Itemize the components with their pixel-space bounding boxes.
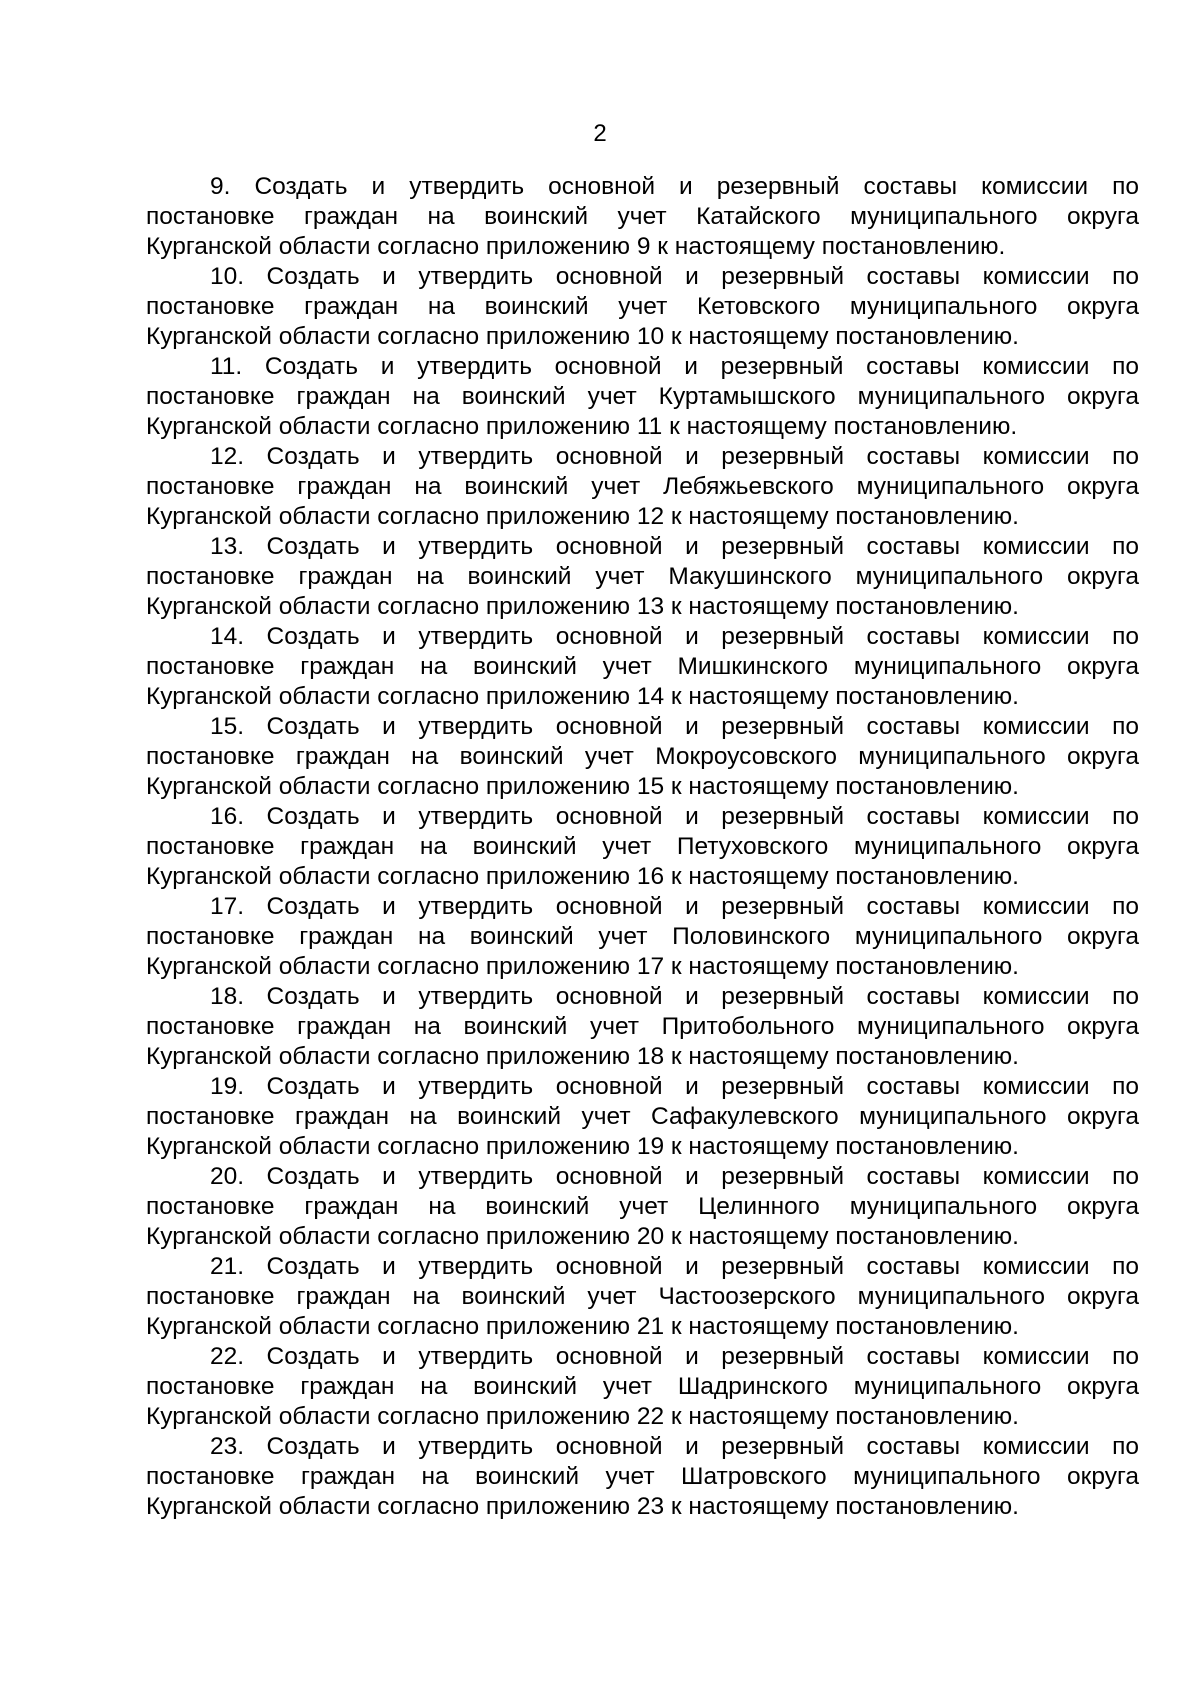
paragraph-line: Курганской области согласно приложению 18 к настоящему постановлению. [146,1043,1019,1070]
clause-paragraph [146,1162,1139,1252]
paragraph-line: постановке граждан на воинский учет Целинного муниципального округа [146,1193,1139,1220]
paragraph-line: 11. Создать и утвердить основной и резервный составы комиссии по [210,353,1139,380]
paragraph-line: постановке граждан на воинский учет Мишкинского муниципального округа [146,653,1139,680]
paragraph-line: постановке граждан на воинский учет Лебяжьевского муниципального округа [146,473,1139,500]
paragraph-line: Курганской области согласно приложению 13 к настоящему постановлению. [146,593,1019,620]
paragraph-line: 13. Создать и утвердить основной и резервный составы комиссии по [210,533,1139,560]
paragraph-line: Курганской области согласно приложению 19 к настоящему постановлению. [146,1133,1019,1160]
clause-paragraph [146,262,1139,352]
paragraph-line: 19. Создать и утвердить основной и резервный составы комиссии по [210,1073,1139,1100]
paragraph-line: Курганской области согласно приложению 22 к настоящему постановлению. [146,1403,1019,1430]
paragraph-line: Курганской области согласно приложению 10 к настоящему постановлению. [146,323,1019,350]
paragraph-line: Курганской области согласно приложению 23 к настоящему постановлению. [146,1493,1019,1520]
clause-paragraph [146,1072,1139,1162]
paragraph-line: Курганской области согласно приложению 11 к настоящему постановлению. [146,413,1018,440]
paragraph-line: Курганской области согласно приложению 9 к настоящему постановлению. [146,233,1006,260]
paragraph-line: постановке граждан на воинский учет Мокроусовского муниципального округа [146,743,1139,770]
paragraph-line: постановке граждан на воинский учет Половинского муниципального округа [146,923,1139,950]
paragraph-line: 16. Создать и утвердить основной и резервный составы комиссии по [210,803,1139,830]
clause-paragraph [146,172,1139,262]
paragraph-line: 23. Создать и утвердить основной и резервный составы комиссии по [210,1433,1139,1460]
paragraph-line: 10. Создать и утвердить основной и резервный составы комиссии по [210,263,1139,290]
paragraph-line: 12. Создать и утвердить основной и резервный составы комиссии по [210,443,1139,470]
paragraph-line: постановке граждан на воинский учет Катайского муниципального округа [146,203,1139,230]
paragraph-line: постановке граждан на воинский учет Петуховского муниципального округа [146,833,1139,860]
paragraph-line: Курганской области согласно приложению 14 к настоящему постановлению. [146,683,1019,710]
clause-paragraph [146,1342,1139,1432]
paragraph-line: 18. Создать и утвердить основной и резервный составы комиссии по [210,983,1139,1010]
clause-paragraph [146,982,1139,1072]
paragraph-line: постановке граждан на воинский учет Сафакулевского муниципального округа [146,1103,1139,1130]
clause-paragraph [146,1432,1139,1522]
paragraph-line: постановке граждан на воинский учет Шадринского муниципального округа [146,1373,1139,1400]
paragraph-line: постановке граждан на воинский учет Куртамышского муниципального округа [146,383,1139,410]
clause-paragraph [146,802,1139,892]
paragraph-line: 20. Создать и утвердить основной и резервный составы комиссии по [210,1163,1139,1190]
clause-paragraph [146,352,1139,442]
paragraph-line: постановке граждан на воинский учет Макушинского муниципального округа [146,563,1139,590]
paragraph-line: Курганской области согласно приложению 15 к настоящему постановлению. [146,773,1019,800]
paragraph-line: Курганской области согласно приложению 17 к настоящему постановлению. [146,953,1019,980]
paragraph-line: Курганской области согласно приложению 20 к настоящему постановлению. [146,1223,1019,1250]
paragraph-line: 17. Создать и утвердить основной и резервный составы комиссии по [210,893,1139,920]
paragraph-line: Курганской области согласно приложению 12 к настоящему постановлению. [146,503,1019,530]
paragraph-line: Курганской области согласно приложению 21 к настоящему постановлению. [146,1313,1019,1340]
clause-paragraph [146,712,1139,802]
paragraph-line: 21. Создать и утвердить основной и резервный составы комиссии по [210,1253,1139,1280]
paragraph-line: 22. Создать и утвердить основной и резервный составы комиссии по [210,1343,1139,1370]
paragraph-line: постановке граждан на воинский учет Шатровского муниципального округа [146,1463,1139,1490]
page-number: 2 [593,120,607,147]
clause-paragraph [146,442,1139,532]
clause-paragraph [146,532,1139,622]
paragraph-line: постановке граждан на воинский учет Кетовского муниципального округа [146,293,1139,320]
paragraph-line: постановке граждан на воинский учет Притобольного муниципального округа [146,1013,1139,1040]
clause-paragraph [146,622,1139,712]
clause-paragraph [146,892,1139,982]
clause-paragraph [146,1252,1139,1342]
paragraph-line: 14. Создать и утвердить основной и резервный составы комиссии по [210,623,1139,650]
paragraph-line: 9. Создать и утвердить основной и резервный составы комиссии по [210,173,1139,200]
paragraph-line: Курганской области согласно приложению 16 к настоящему постановлению. [146,863,1019,890]
paragraph-line: постановке граждан на воинский учет Частоозерского муниципального округа [146,1283,1139,1310]
document-body [146,172,1139,1522]
paragraph-line: 15. Создать и утвердить основной и резервный составы комиссии по [210,713,1139,740]
